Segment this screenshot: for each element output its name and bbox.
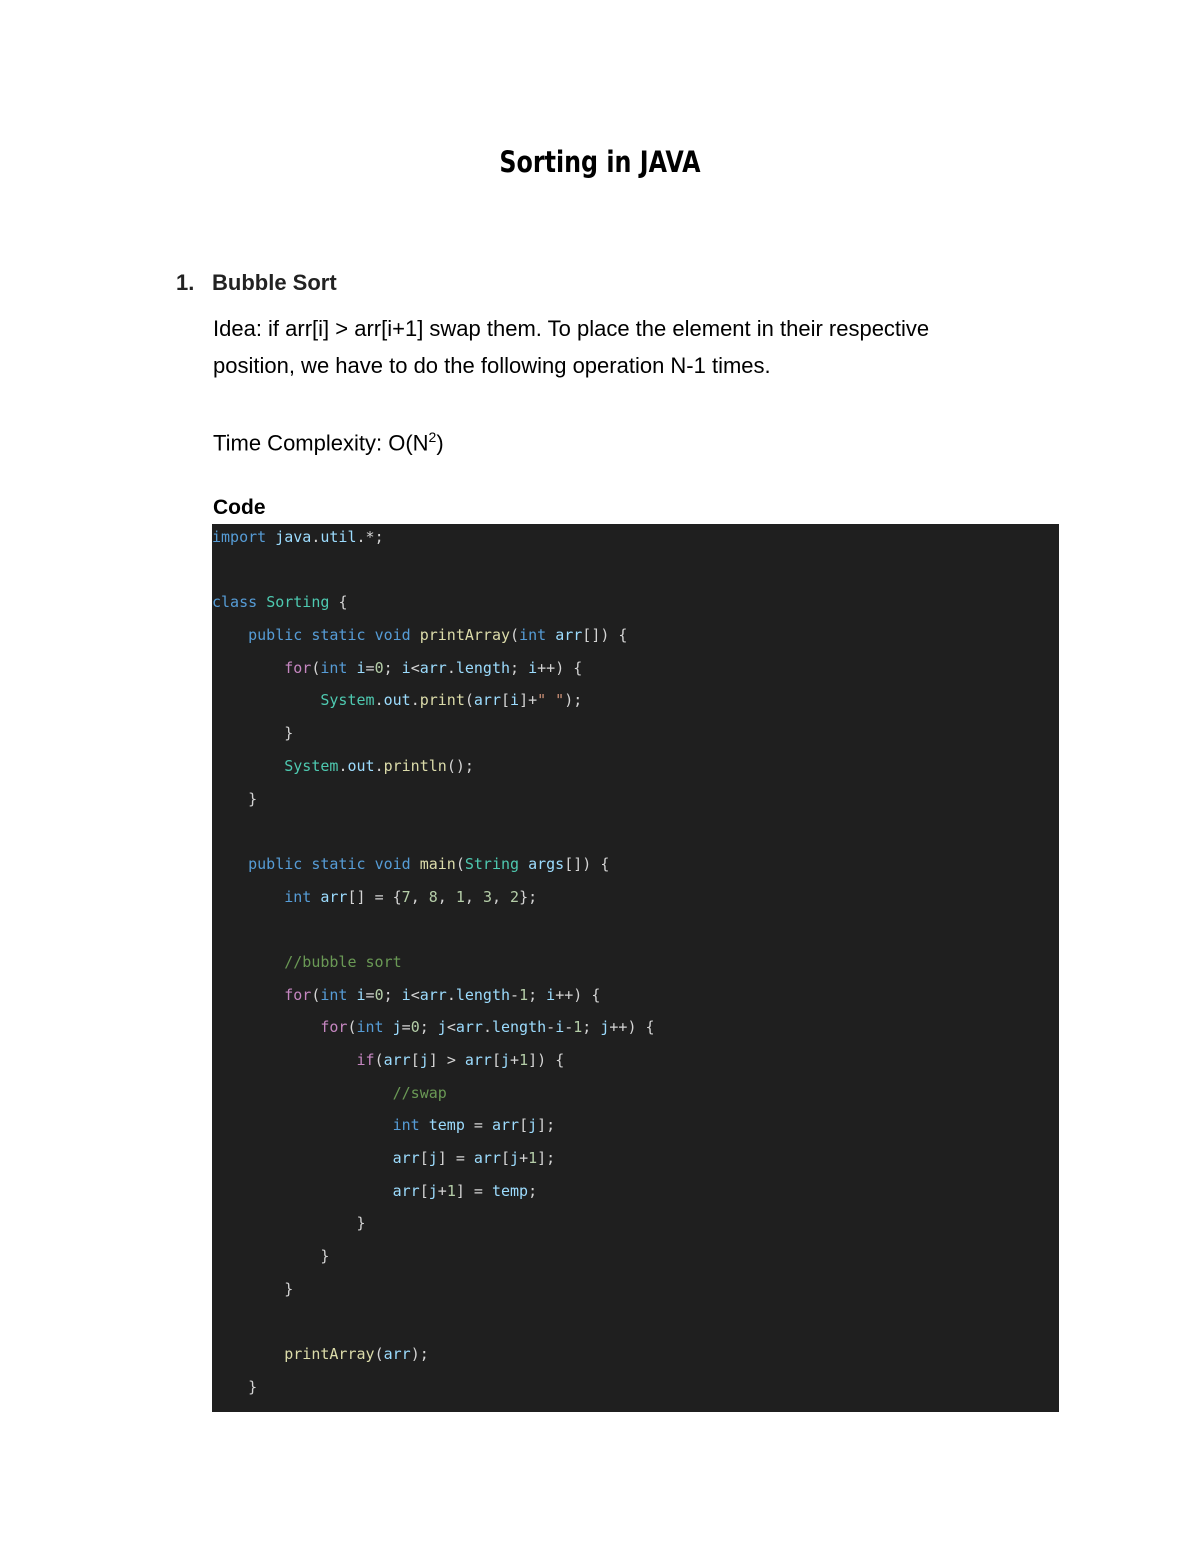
code-line [212, 1312, 1059, 1345]
code-line [212, 560, 1059, 593]
code-line: int arr[] = {7, 8, 1, 3, 2}; [284, 887, 538, 906]
code-line: printArray(arr); [284, 1345, 429, 1364]
code-line: import java.util.*; [212, 528, 384, 546]
code-line: } [248, 1377, 258, 1396]
code-heading: Code [213, 496, 266, 519]
code-line [212, 821, 1059, 854]
code-line: int temp = arr[j]; [392, 1116, 556, 1135]
complexity-exponent: 2 [428, 429, 437, 445]
code-line: arr[j+1] = temp; [392, 1181, 538, 1200]
code-line: System.out.println(); [284, 756, 474, 775]
complexity-suffix: ) [436, 430, 444, 456]
code-line: arr[j] = arr[j+1]; [392, 1149, 556, 1168]
code-line: } [320, 1247, 330, 1266]
time-complexity [213, 420, 444, 460]
code-line: } [284, 1279, 294, 1298]
list-number: 1. [176, 270, 195, 295]
code-line: } [356, 1214, 366, 1233]
code-line: } [248, 789, 258, 808]
code-line: for(int i=0; i<arr.length-1; i++) { [284, 985, 601, 1004]
code-block [212, 524, 1059, 1412]
code-line: System.out.print(arr[i]+" "); [320, 691, 583, 710]
code-line: for(int i=0; i<arr.length; i++) { [284, 658, 583, 677]
idea-paragraph: Idea: if arr[i] > arr[i+1] swap them. To place the element in their respective position, we have to do the following operation N-1 times. [213, 316, 930, 378]
code-line: public static void main(String args[]) { [248, 854, 610, 873]
section-heading: Bubble Sort [212, 270, 337, 295]
code-line: for(int j=0; j<arr.length-i-1; j++) { [320, 1018, 655, 1037]
code-line: class Sorting { [212, 593, 348, 612]
code-line: } [284, 724, 294, 743]
code-line [212, 919, 1059, 952]
complexity-prefix: Time Complexity: O(N [213, 430, 429, 456]
code-line: //swap [392, 1083, 447, 1102]
code-line: //bubble sort [284, 952, 402, 971]
code-line: public static void printArray(int arr[]) { [248, 626, 628, 645]
document-title: Sorting in JAVA [499, 145, 701, 179]
code-line: if(arr[j] > arr[j+1]) { [356, 1051, 565, 1069]
